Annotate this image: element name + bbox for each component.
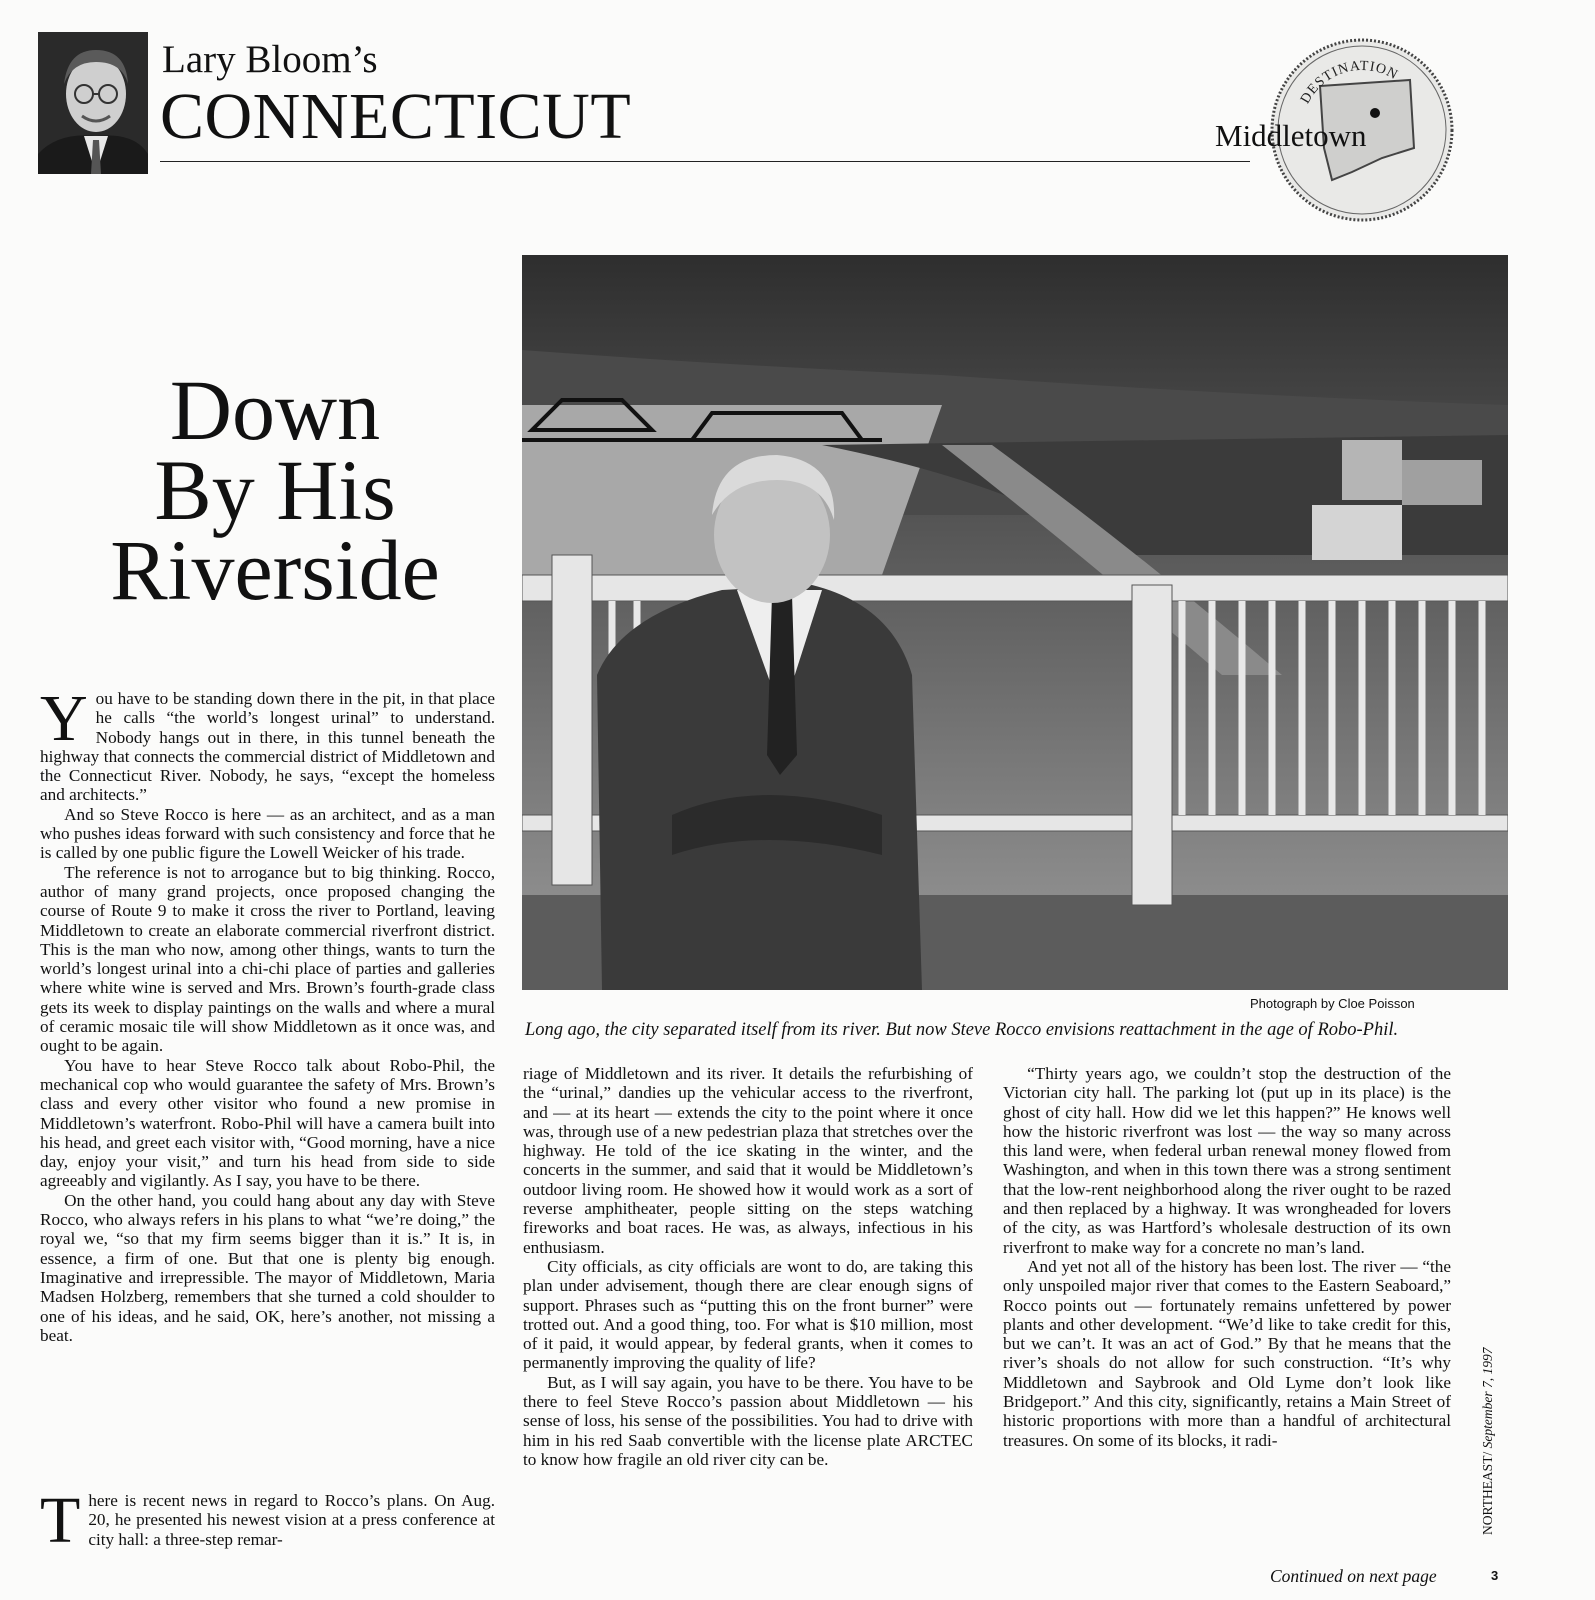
drop-cap: T — [40, 1484, 81, 1557]
seal-town-name: Middletown — [1215, 118, 1367, 153]
page-number: 3 — [1491, 1568, 1499, 1583]
columnist-byline: Lary Bloom’s — [162, 38, 378, 81]
paragraph: “Thirty years ago, we couldn’t stop the destruction of the Victorian city hall. The parking lot (put up in its place) is the ghost of city hall. How did we let this happen?” He knows well how the historic riverfront was lost — the way so many across this land were, when federal urban renewal money flowed from Washington, and when in this town there was a strong sentiment that the low-rent neighborhood along the river ought to be razed and then replaced by a highway. It was wrongheaded for lovers of the city, as was Hartford’s wholesale destruction of its own riverfront to make way for a concrete no man’s land. — [1003, 1064, 1451, 1257]
headline-line-1: Down — [169, 362, 381, 458]
section-title: CONNECTICUT — [160, 80, 632, 153]
paragraph: The reference is not to arrogance but to big thinking. Rocco, author of many grand projects, once proposed changing the course of Route 9 to make it cross the river to Portland, leaving Middletown to create an elaborate commercial riverfront district. This is the man who now, among other things, wants to turn the world’s longest urinal into a chi-chi place of parties and galleries where white wine is served and Mrs. Brown’s fourth-grade class gets its week to display paintings on the walls and where a mural of ceramic mosaic tile will show Middletown as it once was, and ought to be again. — [40, 862, 495, 1056]
paragraph: And so Steve Rocco is here — as an architect, and as a man who pushes ideas forward with such consistency and force that he is called by one public figure the Lowell Weicker of his trade. — [40, 804, 495, 863]
paragraph: You have to be standing down there in the pit, in that place he calls “the world’s longest urinal” to understand. Nobody hangs out in there, in this tunnel beneath the highway that connects the commercial district of Middletown and the Connecticut River. Nobody, he says, “except the homeless and architects.” — [40, 682, 495, 805]
paragraph: City officials, as city officials are wont to do, are taking this plan under advisement, though there are clear enough signs of support. Phrases such as “putting this on the front burner” were trotted out. And a good thing, too. For what is $10 million, most of it paid, it would appear, by federal grants, when it comes to permanently improving the quality of life? — [523, 1256, 973, 1373]
riverfront-photo — [522, 255, 1508, 990]
seal-label: DESTINATION — [1297, 58, 1401, 107]
article-column-3 — [1003, 1064, 1451, 1450]
paragraph: riage of Middletown and its river. It details the refurbishing of the “urinal,” dandies up the vehicular access to the riverfront, and — at its heart — extends the city to the point where it once was, through use of a new pedestrian plaza that stretches over the highway. He told of the ice skating in the winter, and the concerts in the summer, and said that it would be Middletown’s outdoor living room. He showed how it would work as a sort of reverse amphitheater, people sitting on the steps watching fireworks and boat races. He was, as always, infectious in his enthusiasm. — [523, 1064, 973, 1257]
paragraph: You have to hear Steve Rocco talk about Robo-Phil, the mechanical cop who would guarantee the safety of Mrs. Brown’s class and every other visitor who found a new promise in Middletown’s waterfront. Robo-Phil will have a camera built into his head, and greet each visitor with, “Good morning, have a nice day, enjoy your visit,” and turn his head from side to side agreeably and vigilantly. As I say, you have to be there. — [40, 1055, 495, 1191]
headline-line-2: By His — [154, 442, 396, 538]
article-photo — [522, 255, 1508, 990]
drop-cap: Y — [40, 682, 88, 755]
article-column-1-section-2 — [40, 1484, 495, 1557]
paragraph: And yet not all of the history has been lost. The river — “the only unspoiled major river that comes to the Eastern Seaboard,” Rocco points out — fortunately remains unfettered by power plants and other development. “We’d like to take credit for this, but we can’t. It was an act of God.” By that he means that the river’s shoals do not allow for such construction. “It’s why Middletown and Saybrook and Old Lyme don’t look like Bridgeport.” And this city, significantly, retains a Main Street of historic proportions with more than a handful of architectural treasures. On some of its blocks, it radi- — [1003, 1256, 1451, 1450]
publication-name: NORTHEAST — [1480, 1455, 1495, 1535]
publication-date: September 7, 1997 — [1480, 1347, 1495, 1449]
paragraph: On the other hand, you could hang about any day with Steve Rocco, who always refers in his plans to what “we’re doing,” the royal we, “so that my firm seems bigger than it is.” It is, in essence, a firm of one. But that one is plenty big enough. Imaginative and irrepressible. The mayor of Middletown, Maria Madsen Holzberg, remembers that she turned a cold shoulder to one of his ideas, and he said, OK, here’s another, not missing a beat. — [40, 1190, 495, 1345]
article-column-2 — [523, 1064, 973, 1469]
paragraph: But, as I will say again, you have to be there. You have to be there to feel Steve Rocco’s passion about Middletown — his sense of loss, his sense of the possibilities. You had to drive with him in his red Saab convertible with the license plate ARCTEC to know how fragile an old river city can be. — [523, 1372, 973, 1469]
photo-credit: Photograph by Cloe Poisson — [1250, 996, 1415, 1011]
columnist-headshot — [38, 32, 148, 174]
article-column-1 — [40, 682, 495, 1345]
header-rule — [160, 161, 1250, 162]
headshot-image — [38, 32, 148, 174]
headline-line-3: Riverside — [110, 522, 440, 618]
photo-caption: Long ago, the city separated itself from its river. But now Steve Rocco envisions reattachment in the age of Robo-Phil. — [525, 1020, 1399, 1040]
article-headline — [40, 362, 510, 618]
paragraph: There is recent news in regard to Rocco’s plans. On Aug. 20, he presented his newest vision at a press conference at city hall: a three-step remar- — [40, 1484, 495, 1557]
town-location-dot — [1370, 108, 1380, 118]
continued-notice: Continued on next page — [1270, 1566, 1437, 1586]
